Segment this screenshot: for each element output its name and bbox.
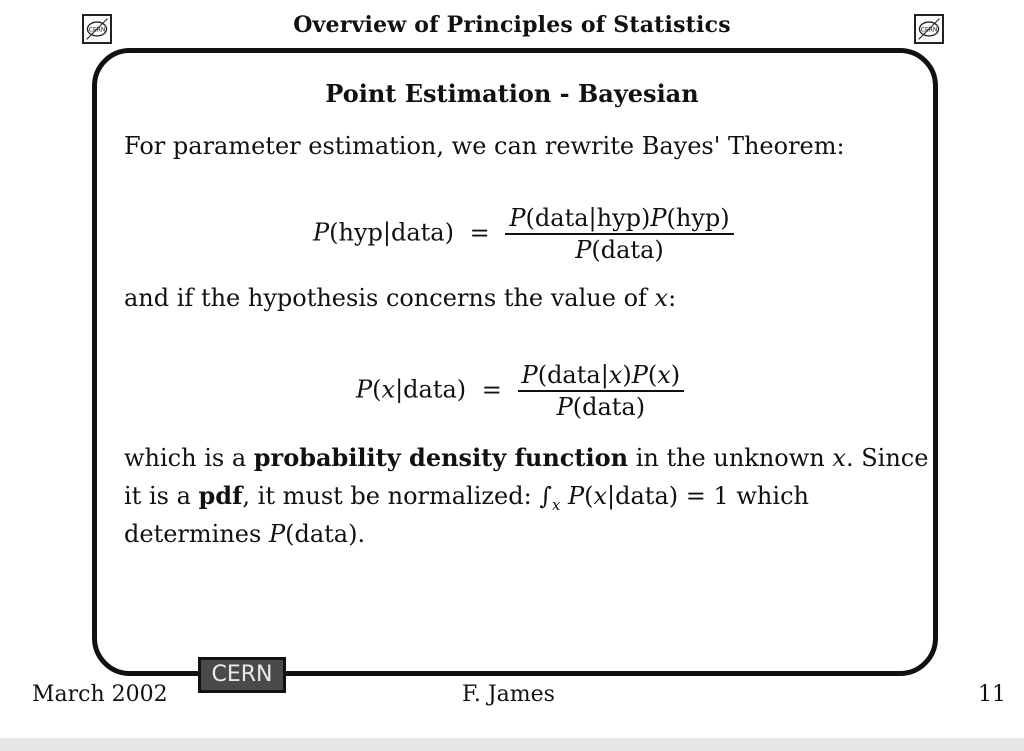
posterior-equation: P(x|data) = $\frac{\text{P(data|x)P(x)}}{\text{P(data)}}$ [356,360,684,422]
page-number: 11 [978,682,1006,707]
bottom-edge [0,738,1024,751]
header-title: Overview of Principles of Statistics [293,12,731,38]
intro-text: For parameter estimation, we can rewrite Bayes' Theorem: [124,132,845,160]
pdf-paragraph-line-1: which is a probability density function in the unknown x. Since [124,443,929,472]
svg-text:CERN: CERN [88,26,106,34]
footer-date: March 2002 [32,682,168,707]
svg-text:CERN: CERN [920,26,938,34]
transition-text: and if the hypothesis concerns the value of x: [124,284,677,312]
pdf-paragraph-line-2: it is a pdf, it must be normalized: $\int_x$ P(x|data) = 1 which [124,481,809,514]
footer-author: F. James [462,682,555,707]
slide-title: Point Estimation - Bayesian [325,79,699,108]
bayes-equation: P(hyp|data) = $\frac{\text{P(data|hyp)P(hyp)}}{\text{P(data)}}$ [313,203,734,265]
bayes-fraction: $\frac{\text{P(data|hyp)P(hyp)}}{\text{P(data)}}$ [505,203,733,265]
pdf-paragraph-line-3: determines P(data). [124,520,366,548]
cern-badge: CERN [198,657,286,693]
posterior-fraction: $\frac{\text{P(data|x)P(x)}}{\text{P(data)}}$ [518,360,685,422]
